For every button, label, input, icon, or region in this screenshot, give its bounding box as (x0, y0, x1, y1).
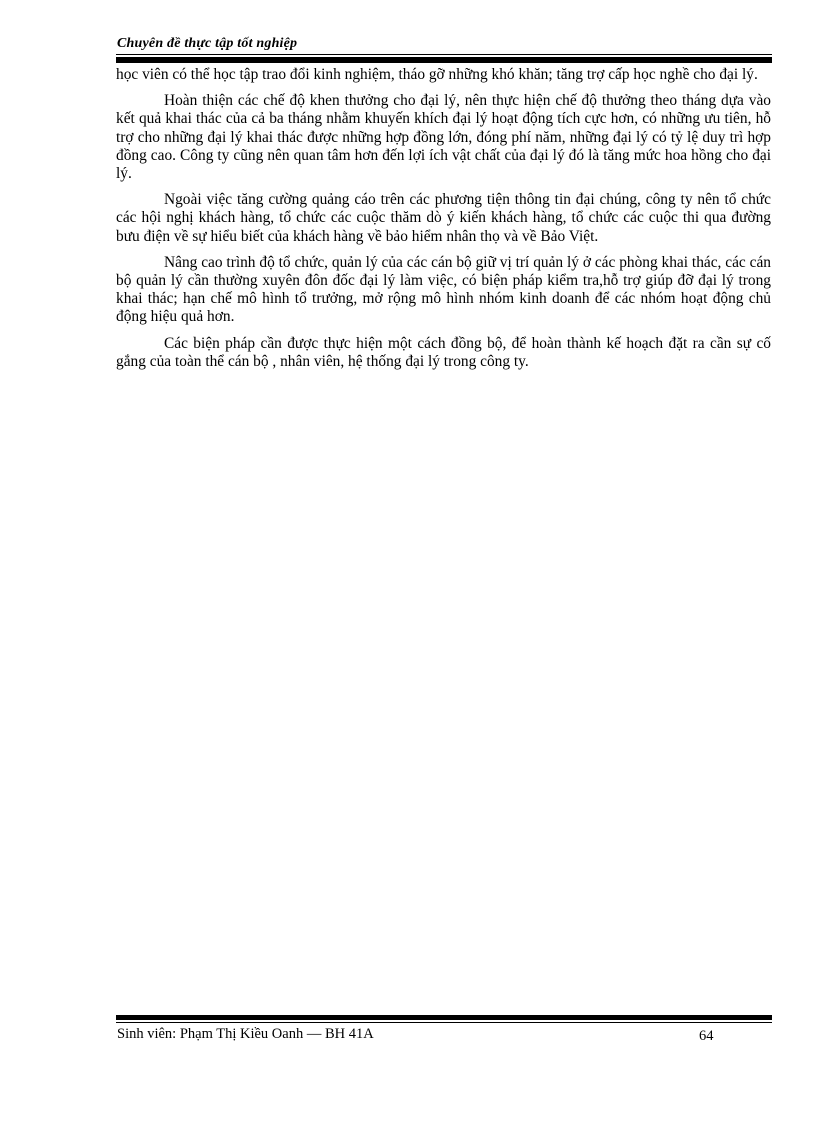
document-body (116, 66, 771, 379)
paragraph-conclusion: Các biện pháp cần được thực hiện một cách đồng bộ, để hoàn thành kế hoạch đặt ra cần sự cố gắng của toàn thể cán bộ , nhân viên, hệ thống đại lý trong công ty. (116, 334, 771, 370)
paragraph-management: Nâng cao trình độ tổ chức, quản lý của các cán bộ giữ vị trí quản lý ở các phòng khai thác, các cán bộ quản lý cần thường xuyên đôn đốc đại lý làm việc, có biện pháp kiểm tra,hỗ trợ giúp đỡ đại lý trong khai thác; hạn chế mô hình tổ trưởng, mở rộng mô hình nhóm kinh doanh để các nhóm hoạt động chủ động hiệu quả hơn. (116, 253, 771, 326)
header-title: Chuyên đề thực tập tốt nghiệp (117, 36, 298, 51)
page-number: 64 (699, 1028, 714, 1044)
paragraph-reward-policy: Hoàn thiện các chế độ khen thưởng cho đại lý, nên thực hiện chế độ thưởng theo tháng dựa vào kết quả khai thác của cả ba tháng nhằm khuyến khích đại lý hoạt động tích cực hơn, có những ưu tiên, hỗ trợ cho những đại lý khai thác được những hợp đồng lớn, đóng phí năm, những đại lý có tỷ lệ duy trì hợp đồng cao. Công ty cũng nên quan tâm hơn đến lợi ích vật chất của đại lý đó là tăng mức hoa hồng cho đại lý. (116, 92, 771, 183)
footer-divider-thick (116, 1015, 772, 1020)
paragraph-continuation: học viên có thể học tập trao đổi kinh nghiệm, tháo gỡ những khó khăn; tăng trợ cấp học nghề cho đại lý. (116, 66, 758, 83)
footer-divider-thin (116, 1022, 772, 1023)
footer-author: Sinh viên: Phạm Thị Kiều Oanh — BH 41A (117, 1026, 374, 1042)
header-divider-thick (116, 57, 772, 63)
header-divider-thin (116, 54, 772, 55)
paragraph-advertising: Ngoài việc tăng cường quảng cáo trên các phương tiện thông tin đại chúng, công ty nên tổ chức các hội nghị khách hàng, tổ chức các cuộc thăm dò ý kiến khách hàng, tổ chức các cuộc thi qua đường bưu điện về sự hiểu biết của khách hàng về bảo hiểm nhân thọ và về Bảo Việt. (116, 191, 771, 245)
